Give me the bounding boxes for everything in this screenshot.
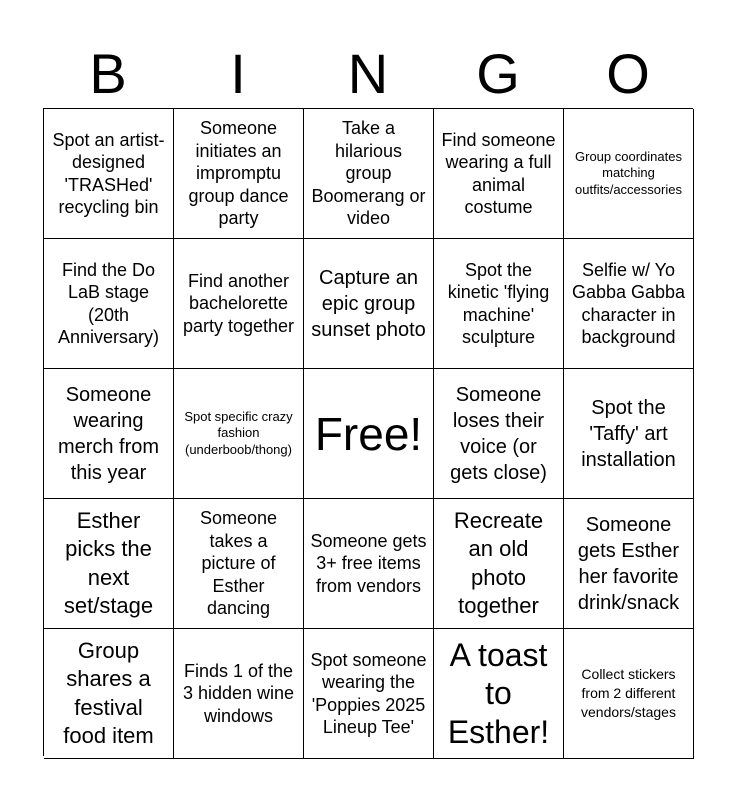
header-letter-o: O <box>606 42 650 105</box>
header-letter-i: I <box>230 42 246 105</box>
bingo-cell[interactable]: A toast to Esther! <box>434 629 564 759</box>
bingo-board <box>43 108 693 756</box>
bingo-cell[interactable]: Someone takes a picture of Esther dancing <box>174 499 304 629</box>
bingo-cell[interactable]: Someone gets 3+ free items from vendors <box>304 499 434 629</box>
bingo-cell[interactable]: Find the Do LaB stage (20th Anniversary) <box>44 239 174 369</box>
bingo-cell[interactable]: Capture an epic group sunset photo <box>304 239 434 369</box>
bingo-cell[interactable]: Group coordinates matching outfits/accessories <box>564 109 694 239</box>
header-letter-g: G <box>476 42 520 105</box>
header-letter-n: N <box>347 42 389 105</box>
bingo-cell[interactable]: Esther picks the next set/stage <box>44 499 174 629</box>
bingo-cell[interactable]: Group shares a festival food item <box>44 629 174 759</box>
bingo-cell[interactable]: Someone loses their voice (or gets close) <box>434 369 564 499</box>
bingo-cell[interactable]: Someone initiates an impromptu group dance party <box>174 109 304 239</box>
bingo-cell[interactable]: Spot someone wearing the 'Poppies 2025 Lineup Tee' <box>304 629 434 759</box>
bingo-cell[interactable]: Recreate an old photo together <box>434 499 564 629</box>
bingo-cell[interactable]: Spot specific crazy fashion (underboob/thong) <box>174 369 304 499</box>
bingo-cell[interactable]: Take a hilarious group Boomerang or video <box>304 109 434 239</box>
bingo-cell[interactable]: Collect stickers from 2 different vendors/stages <box>564 629 694 759</box>
bingo-cell[interactable]: Someone gets Esther her favorite drink/snack <box>564 499 694 629</box>
free-space-cell[interactable]: Free! <box>304 369 434 499</box>
bingo-cell[interactable]: Spot an artist-designed 'TRASHed' recycling bin <box>44 109 174 239</box>
bingo-cell[interactable]: Find another bachelorette party together <box>174 239 304 369</box>
bingo-cell[interactable]: Spot the 'Taffy' art installation <box>564 369 694 499</box>
bingo-cell[interactable]: Someone wearing merch from this year <box>44 369 174 499</box>
bingo-cell[interactable]: Selfie w/ Yo Gabba Gabba character in background <box>564 239 694 369</box>
bingo-cell[interactable]: Find someone wearing a full animal costume <box>434 109 564 239</box>
header-letter-b: B <box>89 42 127 105</box>
bingo-header <box>43 40 693 108</box>
bingo-cell[interactable]: Finds 1 of the 3 hidden wine windows <box>174 629 304 759</box>
bingo-cell[interactable]: Spot the kinetic 'flying machine' sculpture <box>434 239 564 369</box>
